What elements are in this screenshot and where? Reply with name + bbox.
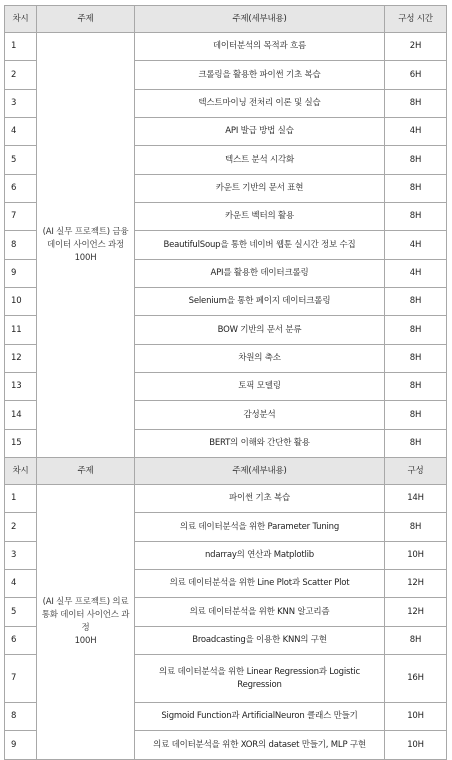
session-hours: 12H [385,570,447,598]
header-hours: 구성 시간 [385,6,447,33]
session-hours: 2H [385,33,447,61]
session-number: 11 [5,316,37,345]
session-number: 8 [5,703,37,731]
session-number: 4 [5,570,37,598]
header-theme: 주제 [37,6,135,33]
session-hours: 8H [385,203,447,231]
session-number: 1 [5,485,37,513]
session-detail: 텍스트마이닝 전처리 이론 및 실습 [135,90,385,118]
section1-header-row [5,6,447,33]
session-hours: 10H [385,542,447,570]
section2-header-row [5,458,447,485]
session-detail: 의료 데이터분석을 위한 XOR의 dataset 만들기, MLP 구현 [135,731,385,760]
session-number: 9 [5,260,37,288]
session-detail: 카운트 기반의 문서 표현 [135,175,385,203]
session-detail: BOW 기반의 문서 분류 [135,316,385,345]
table-row [5,485,447,513]
session-number: 4 [5,118,37,146]
session-number: 14 [5,401,37,430]
session-hours: 8H [385,513,447,542]
session-detail: 토픽 모델링 [135,373,385,401]
session-number: 6 [5,175,37,203]
session-hours: 8H [385,345,447,373]
session-detail: Broadcasting을 이용한 KNN의 구현 [135,627,385,655]
session-hours: 14H [385,485,447,513]
session-detail: ndarray의 연산과 Matplotlib [135,542,385,570]
session-detail: 크롤링을 활용한 파이썬 기초 복습 [135,61,385,90]
curriculum-container [4,5,447,760]
session-number: 3 [5,90,37,118]
session-number: 6 [5,627,37,655]
session-number: 9 [5,731,37,760]
theme-cell [37,485,135,760]
session-hours: 4H [385,118,447,146]
session-hours: 4H [385,260,447,288]
session-number: 7 [5,203,37,231]
session-hours: 8H [385,627,447,655]
header-detail: 주제(세부내용) [135,6,385,33]
table-row [5,33,447,61]
session-hours: 10H [385,731,447,760]
header-hours: 구성 [385,458,447,485]
session-detail: 텍스트 분석 시각화 [135,146,385,175]
session-number: 5 [5,598,37,627]
theme-hours: 100H [74,636,97,646]
session-detail: API 발급 방법 실습 [135,118,385,146]
session-detail: API를 활용한 데이터크롤링 [135,260,385,288]
session-number: 8 [5,231,37,260]
session-hours: 8H [385,175,447,203]
session-hours: 8H [385,373,447,401]
session-detail: 카운트 벡터의 활용 [135,203,385,231]
theme-cell [37,33,135,458]
session-hours: 4H [385,231,447,260]
session-hours: 8H [385,316,447,345]
theme-title: (AI 실무 프로젝트) 금융데이터 사이언스 과정 [42,226,129,250]
session-hours: 16H [385,655,447,703]
theme-title: (AI 실무 프로젝트) 의료 통화 데이터 사이언스 과정 [41,597,130,633]
session-number: 2 [5,61,37,90]
session-detail: 파이썬 기초 복습 [135,485,385,513]
session-number: 12 [5,345,37,373]
header-session: 차시 [5,6,37,33]
session-number: 13 [5,373,37,401]
session-detail: BERT의 이해와 간단한 활용 [135,430,385,458]
header-session: 차시 [5,458,37,485]
session-number: 15 [5,430,37,458]
theme-hours: 100H [74,252,97,263]
session-hours: 6H [385,61,447,90]
session-number: 10 [5,288,37,316]
session-detail: 의료 데이터분석을 위한 KNN 알고리즘 [135,598,385,627]
session-number: 2 [5,513,37,542]
session-number: 3 [5,542,37,570]
session-hours: 8H [385,146,447,175]
session-number: 1 [5,33,37,61]
session-hours: 10H [385,703,447,731]
session-detail: Sigmoid Function과 ArtificialNeuron 클래스 만들기 [135,703,385,731]
session-hours: 12H [385,598,447,627]
curriculum-table [4,5,447,760]
header-theme: 주제 [37,458,135,485]
session-detail: 의료 데이터분석을 위한 Linear Regression과 Logistic Regression [135,655,385,703]
session-hours: 8H [385,90,447,118]
session-detail: 의료 데이터분석을 위한 Parameter Tuning [135,513,385,542]
session-hours: 8H [385,288,447,316]
session-detail: 의료 데이터분석을 위한 Line Plot과 Scatter Plot [135,570,385,598]
session-detail: 데이터분석의 목적과 흐름 [135,33,385,61]
session-number: 5 [5,146,37,175]
header-detail: 주제(세부내용) [135,458,385,485]
session-hours: 8H [385,401,447,430]
session-detail: BeautifulSoup을 통한 네이버 웹툰 실시간 정보 수집 [135,231,385,260]
session-number: 7 [5,655,37,703]
session-detail: 차원의 축소 [135,345,385,373]
session-detail: 감성분석 [135,401,385,430]
session-hours: 8H [385,430,447,458]
session-detail: Selenium을 통한 페이지 데이터크롤링 [135,288,385,316]
